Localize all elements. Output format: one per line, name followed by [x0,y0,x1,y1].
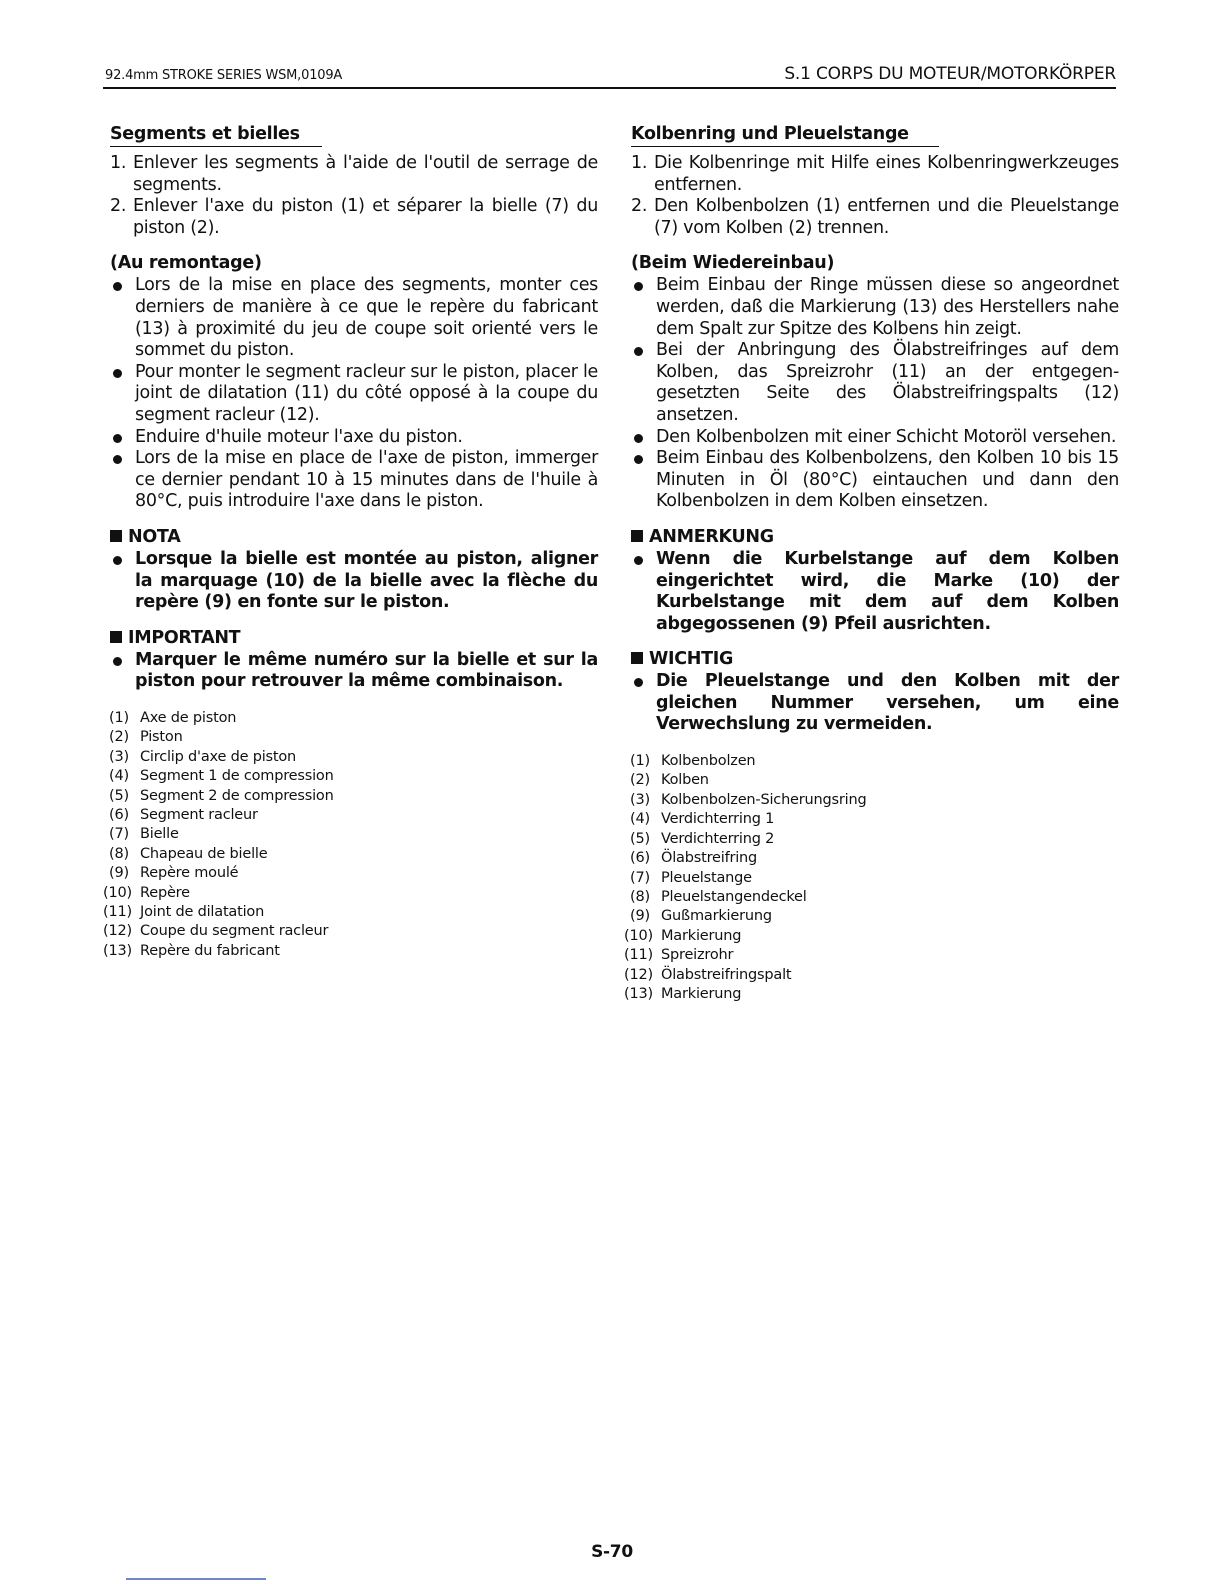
square-bullet-icon [110,530,122,542]
important-heading: WICHTIG [631,649,1119,669]
legend-item: (5) Segment 2 de compression [109,787,334,804]
legend-item: (10) Repère [103,884,190,901]
step-list [110,153,598,239]
square-bullet-icon [631,652,643,664]
important-list [110,650,598,693]
reassembly-list [110,275,598,513]
note-heading: NOTA [110,527,598,547]
bullet-item: Wenn die Kurbelstange auf dem Kolben eingerichtet wird, die Marke (10) der Kurbelstange mit dem auf dem Kolben abgegossenen (9) Pfeil ausrichten. [631,549,1119,635]
bullet-item: Pour monter le segment racleur sur le piston, placer le joint de dilatation (11) du côté opposé à la coupe du segment racleur (12). [110,362,598,427]
bullet-item: Beim Einbau der Ringe müssen diese so angeordnet werden, daß die Markierung (13) des Herstellers nahe dem Spalt zur Spitze des Kolbens hin zeigt. [631,275,1119,340]
column-french [103,124,598,961]
legend-item: (1) Axe de piston [109,709,237,726]
bullet-item: Beim Einbau des Kolbenbolzens, den Kolben 10 bis 15 Minuten in Öl (80°C) eintauchen und dann den Kolbenbolzen in dem Kolben einsetzen. [631,448,1119,513]
page-number: S-70 [591,1542,633,1562]
note-list [110,549,598,614]
legend-item: (12) Ölabstreifringspalt [624,966,792,983]
legend-item: (7) Pleuelstange [630,869,752,886]
step-item: 1. Enlever les segments à l'aide de l'outil de serrage de segments. [110,153,598,195]
legend-item: (6) Segment racleur [109,806,258,823]
legend-item: (5) Verdichterring 2 [630,830,775,847]
legend-item: (10) Markierung [624,927,742,944]
important-heading: IMPORTANT [110,628,598,648]
step-item: 2. Enlever l'axe du piston (1) et séparer la bielle (7) du piston (2). [110,196,598,238]
reassembly-heading: (Beim Wiedereinbau) [631,253,835,274]
column-german [624,124,1119,1004]
bullet-item: Lors de la mise en place des segments, monter ces derniers de manière à ce que le repère du fabricant (13) à proximité du jeu de coupe soit orienté vers le sommet du piston. [110,275,598,361]
legend-item: (7) Bielle [109,826,179,843]
legend-item: (13) Repère du fabricant [103,942,280,959]
legend-item: (9) Repère moulé [109,865,239,882]
step-item: 1. Die Kolbenringe mit Hilfe eines Kolbenringwerkzeuges entfernen. [631,153,1119,195]
legend-item: (2) Piston [109,729,183,746]
reassembly-list [631,275,1119,513]
note-list [631,549,1119,635]
important-list [631,671,1119,736]
legend-item: (4) Verdichterring 1 [630,811,775,828]
square-bullet-icon [110,631,122,643]
legend-item: (3) Circlip d'axe de piston [109,748,297,765]
step-list [631,153,1119,239]
bullet-item: Marquer le même numéro sur la bielle et sur la piston pour retrouver la même combinaison. [110,650,598,693]
legend-item: (1) Kolbenbolzen [630,753,756,770]
legend-item: (3) Kolbenbolzen-Sicherungsring [630,791,867,808]
legend-item: (2) Kolben [630,772,709,789]
header-series-label: 92.4mm STROKE SERIES WSM,0109A [105,68,343,83]
step-item: 2. Den Kolbenbolzen (1) entfernen und die Pleuelstange (7) vom Kolben (2) trennen. [631,196,1119,238]
bullet-item: Die Pleuelstange und den Kolben mit der gleichen Nummer versehen, um eine Verwechslung zu vermeiden. [631,671,1119,736]
bullet-item: Lorsque la bielle est montée au piston, aligner la marquage (10) de la bielle avec la flèche du repère (9) en fonte sur le piston. [110,549,598,614]
reassembly-heading: (Au remontage) [110,253,262,274]
bullet-item: Enduire d'huile moteur l'axe du piston. [110,427,598,449]
header-section-title: S.1 CORPS DU MOTEUR/MOTORKÖRPER [784,64,1116,84]
note-heading: ANMERKUNG [631,527,1119,547]
header-rule [103,87,1116,89]
legend-item: (11) Joint de dilatation [103,903,265,920]
legend-item: (9) Gußmarkierung [630,908,772,925]
bullet-item: Bei der Anbringung des Ölabstreifringes auf dem Kolben, das Spreizrohr (11) an der entgegen-gesetzten Seite des Ölabstreifringspalts (12) ansetzen. [631,340,1119,426]
square-bullet-icon [631,530,643,542]
legend-item: (8) Chapeau de bielle [109,845,268,862]
section-title: Kolbenring und Pleuelstange [631,124,939,147]
legend-item: (13) Markierung [624,985,742,1002]
parts-legend [624,752,1119,1004]
scan-edge-line [126,1578,266,1580]
bullet-item: Den Kolbenbolzen mit einer Schicht Motoröl versehen. [631,427,1119,449]
legend-item: (12) Coupe du segment racleur [103,923,329,940]
legend-item: (8) Pleuelstangendeckel [630,888,807,905]
legend-item: (11) Spreizrohr [624,947,734,964]
section-title: Segments et bielles [110,124,322,147]
bullet-item: Lors de la mise en place de l'axe de piston, immerger ce dernier pendant 10 à 15 minutes dans de l'huile à 80°C, puis introduire l'axe dans le piston. [110,448,598,513]
parts-legend [103,709,598,961]
legend-item: (6) Ölabstreifring [630,850,758,867]
legend-item: (4) Segment 1 de compression [109,768,334,785]
